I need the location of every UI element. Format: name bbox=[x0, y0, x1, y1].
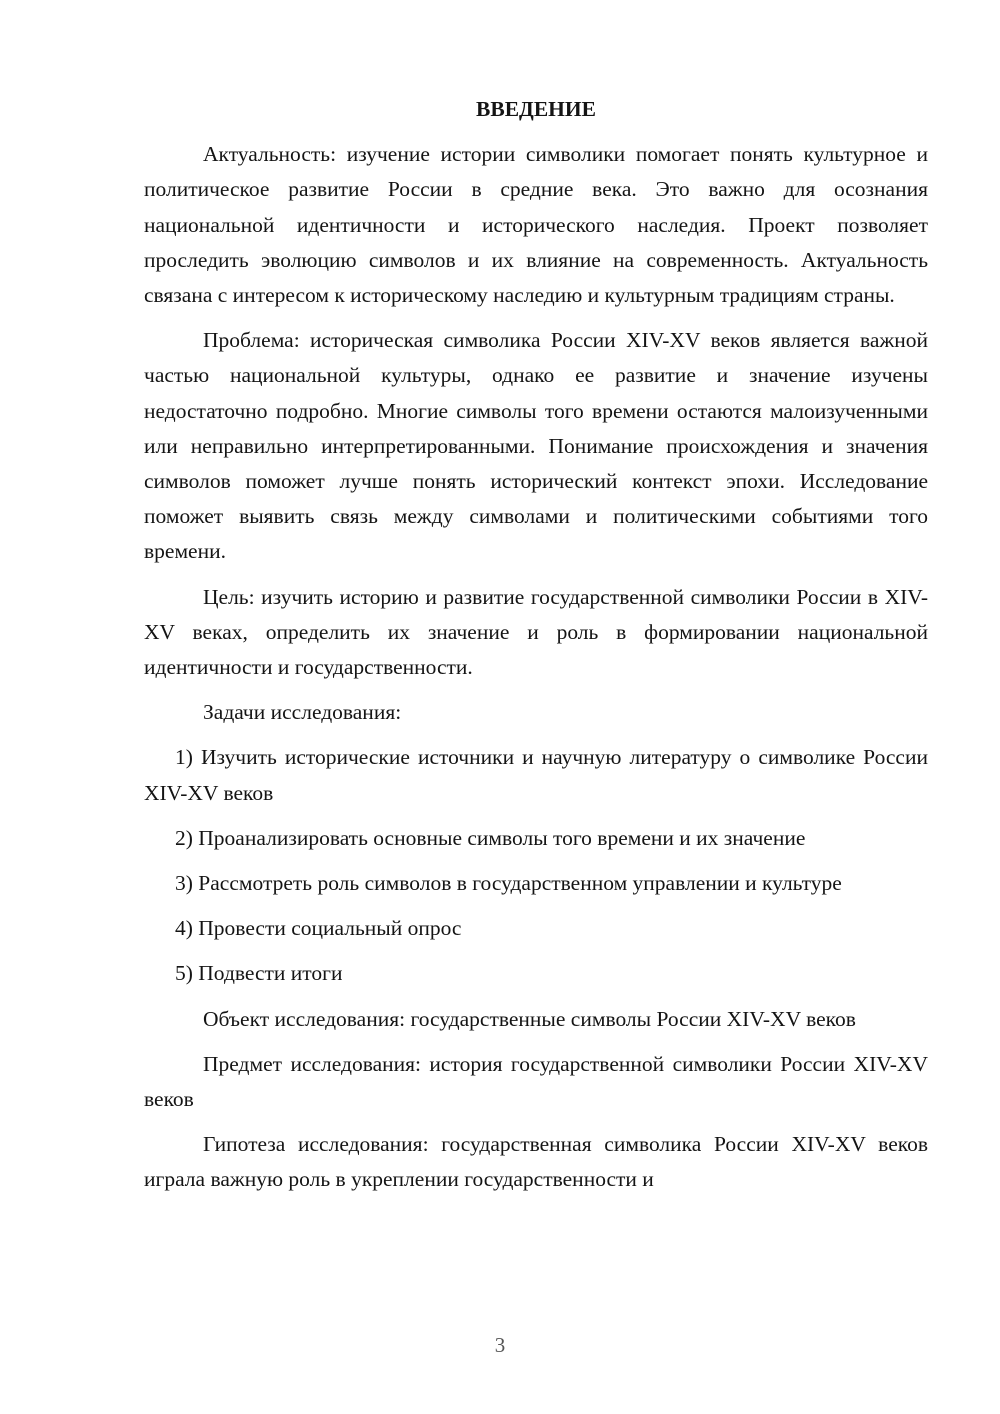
paragraph-object: Объект исследования: государственные символы России XIV-XV веков bbox=[203, 1006, 856, 1031]
paragraph-subject: Предмет исследования: история государственной символики России XIV-XV веков bbox=[144, 1051, 928, 1112]
task-item-4: 4) Провести социальный опрос bbox=[175, 916, 462, 941]
section-heading: ВВЕДЕНИЕ bbox=[476, 97, 596, 121]
paragraph-relevance: Актуальность: изучение истории символики помогает понять культурное и политическое развитие России в средние века. Это важно для осознания национальной идентичности и исторического наследия. Проект позволяет проследить эволюцию символов и их влияние на современность. Актуальность связана с интересом к историческому наследию и культурным традициям страны. bbox=[144, 142, 928, 308]
page-number: 3 bbox=[494, 1333, 506, 1357]
task-item-1: 1) Изучить исторические источники и научную литературу о символике России XIV-XV веков bbox=[144, 745, 928, 805]
paragraph-goal: Цель: изучить историю и развитие государственной символики России в XIV-XV веках, определить их значение и роль в формировании национальной идентичности и государственности. bbox=[144, 584, 928, 680]
paragraph-problem: Проблема: историческая символика России XIV-XV веков является важной частью национальной культуры, однако ее развитие и значение изучены недостаточно подробно. Многие символы того времени остаются малоизученными или неправильно интерпретированными. Понимание происхождения и значения символов поможет лучше понять исторический контекст эпохи. Исследование поможет выявить связь между символами и политическими событиями того времени. bbox=[144, 328, 928, 564]
tasks-heading: Задачи исследования: bbox=[203, 700, 402, 725]
task-item-2: 2) Проанализировать основные символы того времени и их значение bbox=[175, 825, 806, 850]
task-item-3: 3) Рассмотреть роль символов в государственном управлении и культуре bbox=[175, 871, 842, 896]
task-item-5: 5) Подвести итоги bbox=[175, 961, 343, 986]
paragraph-hypothesis: Гипотеза исследования: государственная символика России XIV-XV веков играла важную роль в укреплении государственности и bbox=[144, 1132, 928, 1192]
page-content bbox=[144, 92, 928, 1208]
